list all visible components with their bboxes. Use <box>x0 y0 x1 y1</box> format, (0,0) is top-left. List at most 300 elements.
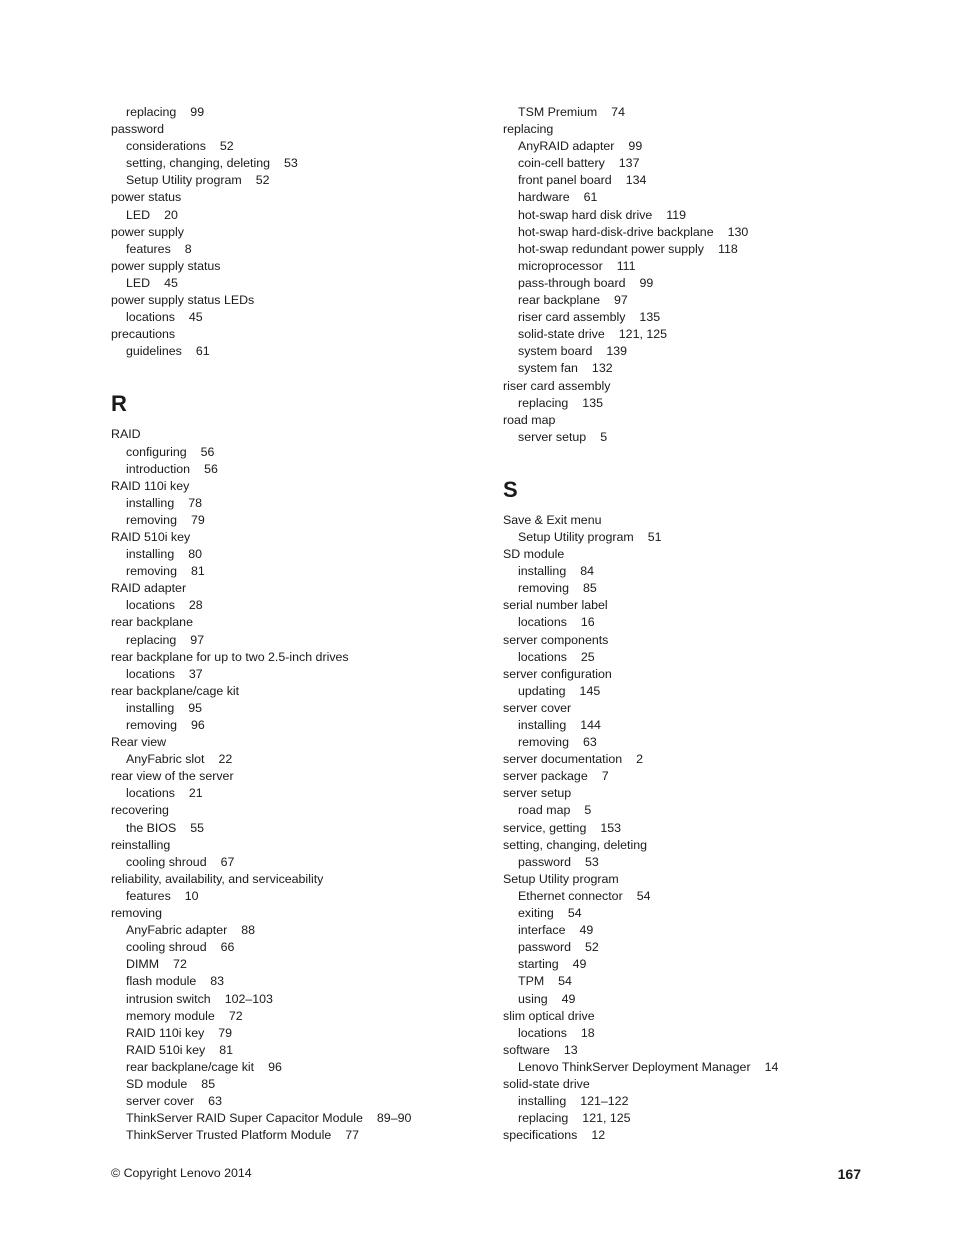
index-term: password <box>111 122 165 137</box>
index-term: power supply <box>111 224 185 239</box>
index-subentry <box>503 802 883 819</box>
index-term: serial number label <box>503 598 608 613</box>
index-term: slim optical drive <box>503 1008 595 1023</box>
page-reference: 54 <box>567 906 582 921</box>
index-subentry <box>503 991 883 1008</box>
index-term: DIMM <box>126 957 160 972</box>
page-reference: 84 <box>580 564 595 579</box>
index-term: server cover <box>503 700 572 715</box>
index-term: SD module <box>126 1076 188 1091</box>
page-reference: 78 <box>188 495 203 510</box>
index-term: TSM Premium <box>518 105 598 119</box>
index-entry <box>111 649 491 666</box>
index-subentry <box>503 956 883 973</box>
index-term: replacing <box>503 122 554 137</box>
page-reference: 2 <box>636 752 644 767</box>
page-reference: 72 <box>173 957 187 972</box>
index-term: road map <box>503 412 556 427</box>
page-reference: 102–103 <box>224 991 273 1006</box>
index-term: considerations <box>126 139 206 154</box>
page-reference: 96 <box>268 1059 282 1074</box>
index-subentry <box>503 1025 883 1042</box>
index-entry <box>111 189 491 206</box>
page-reference: 49 <box>579 923 594 938</box>
index-subentry <box>503 734 883 751</box>
index-term: power supply status LEDs <box>111 293 255 308</box>
page-reference: 53 <box>283 156 298 171</box>
index-subentry <box>111 512 491 529</box>
page-reference: 25 <box>580 649 595 664</box>
index-term: using <box>518 991 548 1006</box>
index-entry <box>503 597 883 614</box>
index-term: replacing <box>518 1111 569 1126</box>
index-subentry <box>111 241 491 258</box>
index-subentry <box>111 1008 491 1025</box>
index-entry <box>111 426 491 443</box>
index-subentry <box>111 1059 491 1076</box>
index-term: rear backplane for up to two 2.5-inch drives <box>111 649 349 664</box>
page-reference: 121, 125 <box>582 1111 631 1126</box>
page-reference: 81 <box>190 564 205 579</box>
page-reference: 135 <box>639 310 661 325</box>
index-term: road map <box>518 803 571 818</box>
index-subentry <box>503 888 883 905</box>
index-subentry <box>111 1127 491 1144</box>
page-reference: 118 <box>717 241 738 256</box>
index-entry <box>111 683 491 700</box>
index-subentry <box>503 258 883 275</box>
page-reference: 95 <box>188 700 203 715</box>
index-entry <box>111 768 491 785</box>
page-reference: 54 <box>558 974 572 989</box>
index-term: microprocessor <box>518 258 603 273</box>
index-term: specifications <box>503 1128 578 1143</box>
page-reference: 12 <box>591 1128 606 1143</box>
index-subentry <box>503 683 883 700</box>
index-term: SD module <box>503 547 565 562</box>
index-term: RAID 110i key <box>111 478 190 493</box>
index-subentry <box>111 922 491 939</box>
index-subentry <box>503 905 883 922</box>
page-reference: 20 <box>164 207 178 222</box>
index-term: server documentation <box>503 752 623 767</box>
page-reference: 137 <box>618 156 640 171</box>
index-term: replacing <box>126 105 177 119</box>
index-term: introduction <box>126 461 191 476</box>
index-entry <box>111 258 491 275</box>
index-term: front panel board <box>518 173 612 188</box>
index-subentry <box>503 973 883 990</box>
page-reference: 88 <box>241 923 256 938</box>
index-entry <box>503 768 883 785</box>
index-subentry <box>111 155 491 172</box>
index-subentry <box>503 854 883 871</box>
index-term: AnyFabric adapter <box>126 923 228 938</box>
index-subentry <box>503 326 883 343</box>
index-term: hot-swap hard-disk-drive backplane <box>518 224 714 239</box>
index-subentry <box>503 395 883 412</box>
index-term: LED <box>126 207 151 222</box>
index-term: configuring <box>126 444 187 459</box>
index-term: hot-swap hard disk drive <box>518 207 653 222</box>
index-term: ThinkServer RAID Super Capacitor Module <box>126 1111 363 1126</box>
page-reference: 22 <box>218 752 233 767</box>
index-subentry <box>111 956 491 973</box>
index-term: ThinkServer Trusted Platform Module <box>126 1128 332 1143</box>
index-subentry <box>503 309 883 326</box>
page-reference: 45 <box>164 275 178 290</box>
index-section-letter: S <box>503 476 518 502</box>
index-term: Lenovo ThinkServer Deployment Manager <box>518 1059 751 1074</box>
index-subentry <box>111 172 491 189</box>
index-entry <box>503 1127 883 1144</box>
index-term: locations <box>518 649 567 664</box>
page-reference: 81 <box>219 1042 233 1057</box>
page-reference: 53 <box>585 854 599 869</box>
index-term: rear backplane <box>111 615 193 630</box>
page-reference: 49 <box>572 957 587 972</box>
index-term: RAID 510i key <box>126 1042 206 1057</box>
index-term: power supply status <box>111 258 221 273</box>
page-reference: 99 <box>639 275 654 290</box>
page-reference: 132 <box>591 361 613 376</box>
index-term: LED <box>126 275 151 290</box>
index-term: exiting <box>518 906 554 921</box>
index-entry <box>111 326 491 343</box>
index-subentry <box>111 1025 491 1042</box>
index-entry <box>503 1076 883 1093</box>
index-term: rear backplane/cage kit <box>111 683 240 698</box>
index-term: system fan <box>518 361 578 376</box>
page-reference: 139 <box>606 344 628 359</box>
page-reference: 145 <box>579 683 601 698</box>
index-subentry <box>111 275 491 292</box>
index-term: reliability, availability, and serviceability <box>111 871 324 886</box>
page-reference: 56 <box>200 444 215 459</box>
page-reference: 79 <box>218 1025 233 1040</box>
index-subentry <box>503 172 883 189</box>
index-entry <box>503 512 883 529</box>
page-reference: 18 <box>580 1025 595 1040</box>
index-term: solid-state drive <box>518 327 605 342</box>
index-subentry <box>503 138 883 155</box>
index-term: installing <box>518 718 567 732</box>
index-term: cooling shroud <box>126 940 207 955</box>
page-reference: 97 <box>190 632 205 647</box>
page-reference: 144 <box>580 718 601 732</box>
index-term: Setup Utility program <box>503 871 619 886</box>
index-term: the BIOS <box>126 820 177 835</box>
index-subentry <box>503 104 883 121</box>
index-entry <box>111 529 491 546</box>
index-subentry <box>503 939 883 956</box>
index-subentry <box>111 495 491 512</box>
page-reference: 45 <box>188 310 203 325</box>
index-subentry <box>503 224 883 241</box>
index-subentry <box>111 1110 491 1127</box>
index-entry <box>503 700 883 717</box>
index-term: removing <box>126 718 177 732</box>
index-subentry <box>111 717 491 734</box>
index-term: locations <box>126 598 175 613</box>
index-subentry <box>111 1076 491 1093</box>
index-subentry <box>111 546 491 563</box>
index-column-right <box>503 104 883 1144</box>
index-term: removing <box>518 581 569 596</box>
page-reference: 66 <box>220 940 235 955</box>
page-reference: 99 <box>628 139 643 154</box>
index-term: replacing <box>518 395 569 410</box>
page-reference: 99 <box>190 105 205 119</box>
index-term: power status <box>111 190 182 205</box>
page-reference: 67 <box>220 854 235 869</box>
index-entry <box>503 121 883 138</box>
index-term: features <box>126 241 171 256</box>
index-entry <box>111 614 491 631</box>
index-term: server setup <box>518 429 587 444</box>
index-subentry <box>111 991 491 1008</box>
index-subentry <box>111 1093 491 1110</box>
index-subentry <box>503 649 883 666</box>
index-term: removing <box>126 564 177 579</box>
index-entry <box>111 580 491 597</box>
index-entry <box>111 802 491 819</box>
index-subentry <box>503 360 883 377</box>
page-reference: 85 <box>201 1076 216 1091</box>
page-reference: 55 <box>190 820 205 835</box>
index-subentry <box>503 1059 883 1076</box>
index-entry <box>503 412 883 429</box>
index-term: removing <box>518 735 569 750</box>
index-subentry <box>503 717 883 734</box>
index-subentry <box>111 700 491 717</box>
index-term: pass-through board <box>518 275 626 290</box>
page-reference: 130 <box>727 224 749 239</box>
index-subentry <box>503 292 883 309</box>
index-term: server cover <box>126 1094 195 1109</box>
index-subentry <box>111 104 491 121</box>
index-term: RAID adapter <box>111 581 187 596</box>
index-subentry <box>111 207 491 224</box>
page-reference: 79 <box>190 512 205 527</box>
index-term: Ethernet connector <box>518 888 623 903</box>
index-subentry <box>111 563 491 580</box>
index-subentry <box>111 939 491 956</box>
page-reference: 5 <box>600 429 608 444</box>
index-term: server setup <box>503 786 572 801</box>
copyright-notice: © Copyright Lenovo 2014 <box>111 1166 252 1180</box>
index-entry <box>503 666 883 683</box>
index-term: installing <box>518 564 567 579</box>
index-subentry <box>111 309 491 326</box>
index-term: riser card assembly <box>503 378 611 393</box>
index-term: locations <box>518 1025 567 1040</box>
page-reference: 96 <box>190 718 205 732</box>
index-term: replacing <box>126 632 177 647</box>
page-reference: 61 <box>583 190 598 205</box>
index-term: setting, changing, deleting <box>503 837 647 852</box>
index-subentry <box>503 241 883 258</box>
index-section-letter: R <box>111 391 127 417</box>
page-reference: 52 <box>585 940 599 955</box>
page-reference: 10 <box>184 888 199 903</box>
index-subentry <box>503 1093 883 1110</box>
page-reference: 72 <box>228 1008 243 1023</box>
page-reference: 85 <box>582 581 597 596</box>
index-term: memory module <box>126 1008 215 1023</box>
index-subentry <box>503 207 883 224</box>
index-subentry <box>111 666 491 683</box>
index-subentry <box>503 580 883 597</box>
page-reference: 121, 125 <box>618 327 668 342</box>
page-reference: 52 <box>219 139 234 154</box>
index-subentry <box>111 138 491 155</box>
index-entry <box>111 837 491 854</box>
index-term: locations <box>126 786 175 801</box>
index-term: installing <box>126 547 175 562</box>
index-subentry <box>111 444 491 461</box>
index-column-left <box>111 104 491 1144</box>
index-entry <box>503 546 883 563</box>
index-term: hot-swap redundant power supply <box>518 241 704 256</box>
index-entry <box>503 785 883 802</box>
index-subentry <box>111 1042 491 1059</box>
page-reference: 74 <box>611 105 625 119</box>
page-reference: 52 <box>255 173 270 188</box>
index-subentry <box>503 155 883 172</box>
index-term: setting, changing, deleting <box>126 156 270 171</box>
page-reference: 37 <box>188 666 203 681</box>
index-entry <box>111 121 491 138</box>
page-reference: 61 <box>195 344 210 359</box>
index-term: AnyFabric slot <box>126 752 205 767</box>
index-entry <box>111 734 491 751</box>
index-term: installing <box>126 495 175 510</box>
index-term: features <box>126 888 171 903</box>
index-term: precautions <box>111 327 176 342</box>
page-reference: 97 <box>613 293 628 308</box>
index-term: guidelines <box>126 344 182 359</box>
page-reference: 28 <box>188 598 203 613</box>
page-reference: 135 <box>582 395 603 410</box>
page-reference: 119 <box>666 207 687 222</box>
index-entry <box>111 224 491 241</box>
page-reference: 14 <box>764 1059 779 1074</box>
index-term: removing <box>126 512 177 527</box>
page-reference: 80 <box>188 547 203 562</box>
index-subentry <box>111 973 491 990</box>
index-entry <box>111 478 491 495</box>
index-entry <box>111 871 491 888</box>
index-entry <box>503 632 883 649</box>
index-term: riser card assembly <box>518 310 626 325</box>
page-reference: 89–90 <box>376 1111 412 1126</box>
page-reference: 63 <box>208 1094 222 1109</box>
page-reference: 153 <box>600 820 622 835</box>
index-term: recovering <box>111 803 169 818</box>
index-entry <box>503 871 883 888</box>
index-subentry <box>503 275 883 292</box>
page-reference: 56 <box>204 461 218 476</box>
page-number: 167 <box>837 1166 861 1182</box>
page-reference: 63 <box>582 735 597 750</box>
index-term: locations <box>126 666 175 681</box>
index-term: server components <box>503 632 609 647</box>
index-term: solid-state drive <box>503 1076 590 1091</box>
index-subentry <box>503 343 883 360</box>
index-term: server configuration <box>503 666 612 681</box>
index-subentry <box>503 922 883 939</box>
index-subentry <box>503 563 883 580</box>
index-term: TPM <box>518 974 545 989</box>
index-subentry <box>111 854 491 871</box>
index-term: RAID 510i key <box>111 529 191 544</box>
index-term: password <box>518 940 572 955</box>
index-entry <box>111 292 491 309</box>
page-reference: 21 <box>188 786 203 801</box>
index-subentry <box>111 888 491 905</box>
index-subentry <box>503 189 883 206</box>
page-reference: 134 <box>625 173 647 188</box>
index-term: reinstalling <box>111 837 171 852</box>
index-term: RAID 110i key <box>126 1025 205 1040</box>
index-term: updating <box>518 683 566 698</box>
index-subentry <box>503 429 883 446</box>
index-subentry <box>111 751 491 768</box>
index-term: software <box>503 1042 550 1057</box>
index-term: removing <box>111 906 162 921</box>
index-term: RAID <box>111 427 141 442</box>
index-entry <box>503 378 883 395</box>
index-term: flash module <box>126 974 197 989</box>
page-reference: 51 <box>647 529 662 544</box>
index-term: cooling shroud <box>126 854 207 869</box>
index-subentry <box>503 1110 883 1127</box>
index-term: system board <box>518 344 593 359</box>
index-term: coin-cell battery <box>518 156 605 171</box>
page-reference: 5 <box>584 803 592 818</box>
page-reference: 111 <box>616 258 636 273</box>
index-subentry <box>111 343 491 360</box>
index-term: Setup Utility program <box>126 173 242 188</box>
page-reference: 16 <box>580 615 595 630</box>
page-reference: 121–122 <box>580 1094 629 1109</box>
index-subentry <box>111 632 491 649</box>
page-reference: 8 <box>184 241 192 256</box>
index-term: Setup Utility program <box>518 529 634 544</box>
index-term: installing <box>518 1094 567 1109</box>
index-subentry <box>503 614 883 631</box>
index-entry <box>111 905 491 922</box>
page-reference: 54 <box>636 888 651 903</box>
index-term: starting <box>518 957 559 972</box>
index-term: hardware <box>518 190 570 205</box>
index-term: Save & Exit menu <box>503 512 602 527</box>
index-term: interface <box>518 923 566 938</box>
index-term: locations <box>126 310 175 325</box>
index-subentry <box>111 820 491 837</box>
index-term: rear backplane/cage kit <box>126 1059 255 1074</box>
index-entry <box>503 1008 883 1025</box>
page-reference: 13 <box>563 1042 578 1057</box>
index-entry <box>503 837 883 854</box>
page-reference: 83 <box>210 974 225 989</box>
index-subentry <box>111 785 491 802</box>
index-term: installing <box>126 700 175 715</box>
index-subentry <box>111 597 491 614</box>
index-entry <box>503 751 883 768</box>
page-reference: 7 <box>601 769 609 784</box>
